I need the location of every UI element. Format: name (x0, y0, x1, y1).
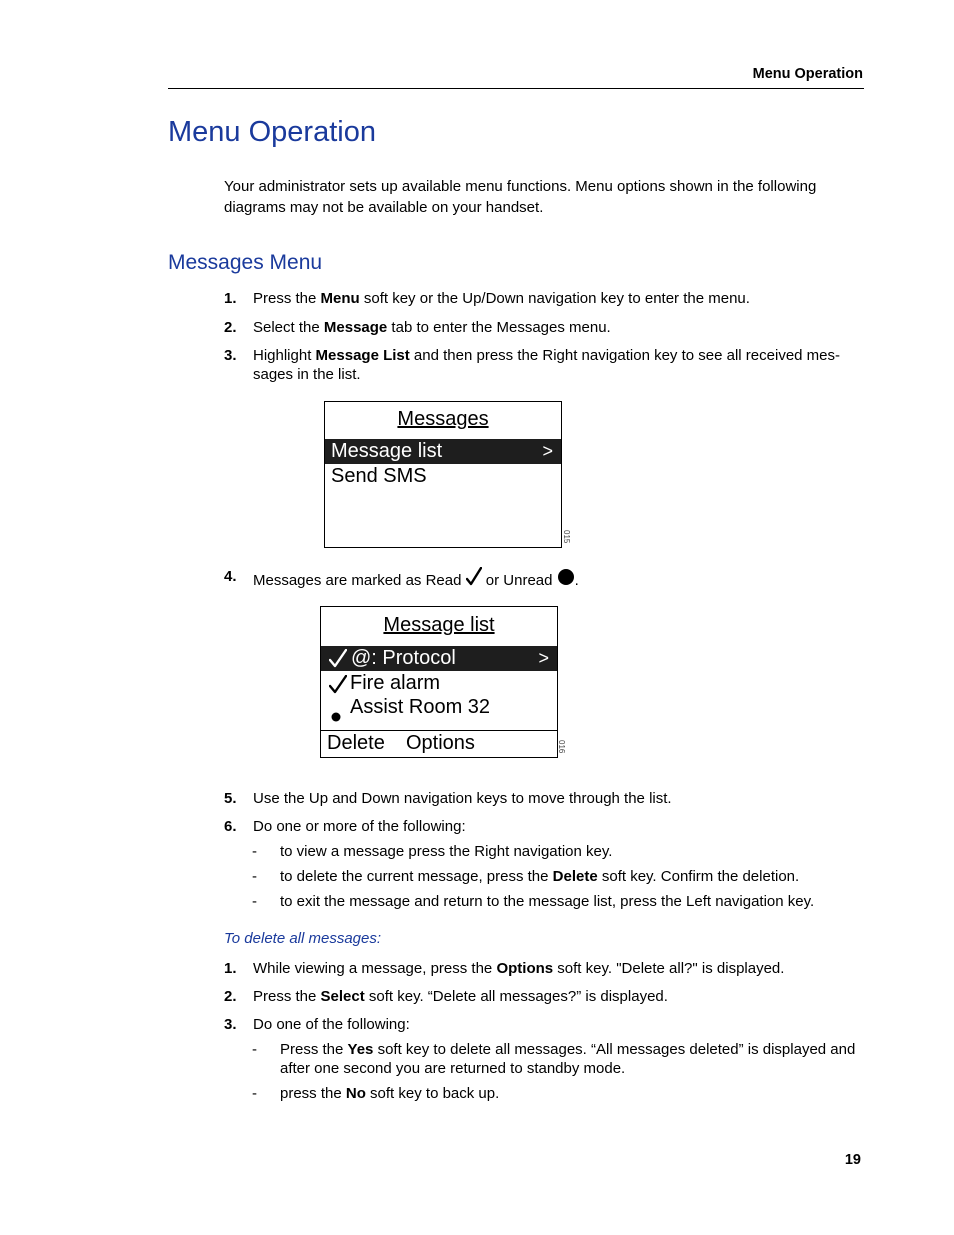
messages-screen (324, 401, 562, 548)
step-number: 1. (224, 960, 237, 977)
header-rule (168, 88, 864, 89)
step-number: 2. (224, 319, 237, 336)
step-text: While viewing a message, press the Options soft key. "Delete all?" is displayed. (253, 960, 785, 977)
step-text: Do one or more of the following: (253, 818, 466, 835)
running-header: Menu Operation (752, 66, 863, 82)
menu-item-send-sms[interactable] (325, 464, 561, 489)
message-label: @: Protocol (351, 647, 456, 669)
step-number: 3. (224, 347, 237, 364)
unread-dot-icon (331, 704, 341, 729)
intro-paragraph: Your administrator sets up available menu functions. Menu options shown in the following diagrams may not be available on your handset. (224, 178, 817, 216)
figure-id: 015 (562, 530, 571, 544)
step-text: Highlight Message List and then press the Right navigation key to see all received mes-sages in the list. (253, 347, 841, 383)
message-label: Fire alarm (350, 672, 441, 694)
procedure-heading: To delete all messages: (224, 930, 382, 947)
step-number: 3. (224, 1016, 237, 1033)
menu-item-label: Send SMS (331, 465, 427, 487)
step-text: Select the Message tab to enter the Messages menu. (253, 319, 611, 336)
menu-item-label: Message list (331, 440, 443, 462)
delete-softkey[interactable]: Delete (327, 732, 385, 754)
section-title: Messages Menu (168, 251, 323, 274)
screen-title: Messages (397, 408, 489, 430)
step-text: Use the Up and Down navigation keys to move through the list. (253, 790, 672, 807)
check-icon (466, 567, 482, 592)
message-label: Assist Room 32 (350, 696, 491, 718)
options-softkey[interactable]: Options (406, 732, 475, 754)
screen-title: Message list (383, 614, 495, 636)
step-number: 6. (224, 818, 237, 835)
step-text: Do one of the following: (253, 1016, 410, 1033)
softkey-divider (321, 730, 557, 731)
step-number: 2. (224, 988, 237, 1005)
menu-item-message-list[interactable] (325, 439, 561, 464)
chevron-right-icon: > (542, 441, 553, 461)
unread-dot-icon (557, 569, 575, 592)
page-number: 19 (844, 1152, 861, 1168)
step-text: Press the Select soft key. “Delete all messages?” is displayed. (253, 988, 668, 1005)
chevron-right-icon: > (538, 648, 549, 668)
step-text: Messages are marked as Read or Unread . (253, 567, 865, 592)
step-number: 5. (224, 790, 237, 807)
step-number: 4. (224, 568, 237, 585)
message-item-assist-room[interactable] (321, 695, 557, 720)
step-number: 1. (224, 290, 237, 307)
message-item-fire-alarm[interactable] (321, 671, 557, 696)
page-title: Menu Operation (168, 116, 376, 148)
figure-id: 016 (557, 740, 566, 754)
step-text: Press the Menu soft key or the Up/Down navigation key to enter the menu. (253, 290, 750, 307)
message-list-screen (320, 606, 558, 758)
message-item-protocol[interactable] (321, 646, 557, 671)
